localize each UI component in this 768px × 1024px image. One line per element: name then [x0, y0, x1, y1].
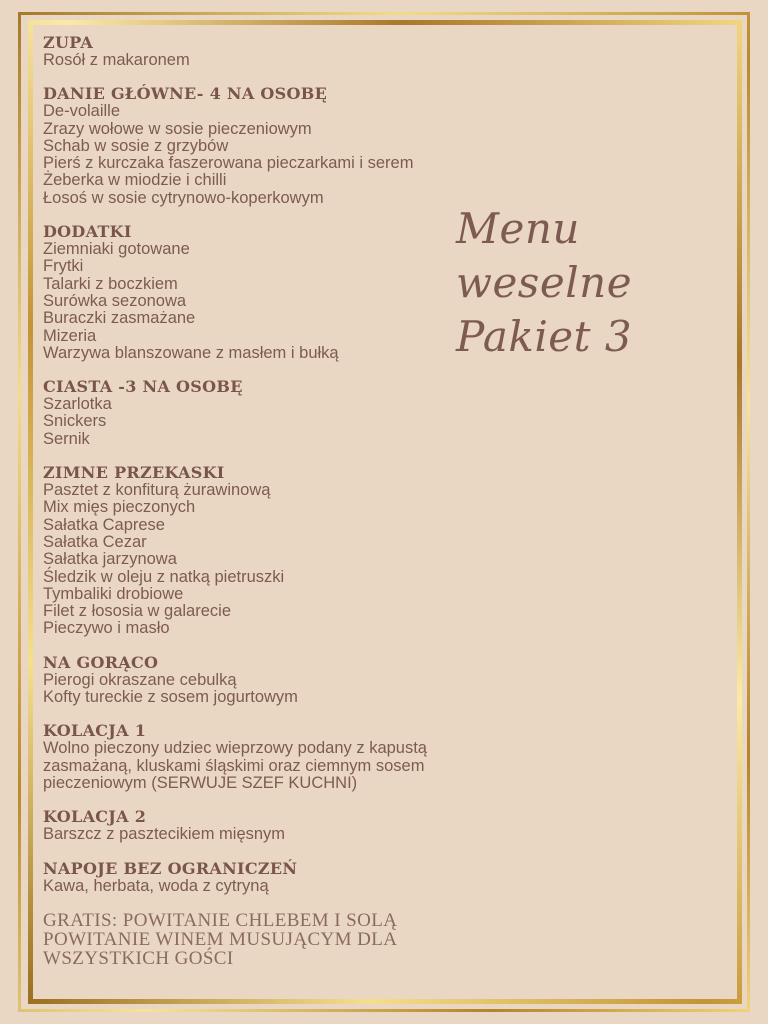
section-zimne-przekaski — [43, 464, 503, 638]
menu-item: Schab w sosie z grzybów — [43, 136, 229, 155]
section-heading: DANIE GŁÓWNE- 4 NA OSOBĘ — [43, 84, 328, 104]
menu-item: Sałatka Cezar — [43, 532, 147, 551]
menu-item: Żeberka w miodzie i chilli — [43, 171, 227, 190]
menu-item: Tymbaliki drobiowe — [43, 584, 184, 603]
menu-item: Śledzik w oleju z natką pietruszki — [43, 567, 285, 586]
section-zupa — [43, 34, 503, 69]
section-heading: KOLACJA 2 — [43, 807, 147, 827]
menu-item: Pierś z kurczaka faszerowana pieczarkami i serem — [43, 154, 414, 173]
menu-item: Łosoś w sosie cytrynowo-koperkowym — [43, 188, 324, 207]
menu-item: Snickers — [43, 412, 107, 431]
menu-item: Zrazy wołowe w sosie pieczeniowym — [43, 119, 312, 138]
menu-item: Filet z łososia w galarecie — [43, 602, 231, 621]
menu-item: Kawa, herbata, woda z cytryną — [43, 876, 269, 895]
section-napoje — [43, 860, 503, 895]
menu-title-line-2: Pakiet 3 — [456, 312, 633, 361]
section-heading: CIASTA -3 NA OSOBĘ — [43, 377, 243, 397]
menu-item: Wolno pieczony udziec wieprzowy podany z kapustą — [43, 739, 427, 758]
menu-item: Surówka sezonowa — [43, 291, 187, 310]
section-heading: NAPOJE BEZ OGRANICZEŃ — [43, 858, 298, 878]
menu-item: Kofty tureckie z sosem jogurtowym — [43, 688, 298, 707]
menu-item: Szarlotka — [43, 395, 112, 414]
gratis-line: WSZYSTKICH GOŚCI — [43, 947, 234, 969]
section-heading: DODATKI — [43, 222, 132, 242]
section-heading: ZIMNE PRZEKASKI — [43, 463, 225, 483]
section-ciasta — [43, 378, 503, 448]
section-kolacja-2 — [43, 808, 503, 843]
gratis-note — [43, 911, 503, 968]
menu-item: Pieczywo i masło — [43, 619, 170, 638]
menu-item: zasmażaną, kluskami śląskimi oraz ciemnym sosem — [43, 756, 425, 775]
menu-item: Frytki — [43, 257, 84, 276]
menu-item: Warzywa blanszowane z masłem i bułką — [43, 343, 339, 362]
menu-item: Ziemniaki gotowane — [43, 240, 190, 259]
menu-title-line-1: Menu weselne — [456, 204, 633, 307]
section-heading: NA GORĄCO — [43, 652, 159, 672]
menu-item: Pasztet z konfiturą żurawinową — [43, 481, 271, 500]
menu-content — [43, 34, 503, 968]
menu-item: Mix mięs pieczonych — [43, 498, 196, 517]
menu-item: Barszcz z pasztecikiem mięsnym — [43, 825, 286, 844]
section-kolacja-1 — [43, 722, 503, 792]
menu-item: De-volaille — [43, 102, 121, 121]
gratis-line: POWITANIE WINEM MUSUJĄCYM DLA — [43, 928, 398, 950]
menu-item: Sałatka jarzynowa — [43, 550, 177, 569]
menu-item: Sałatka Caprese — [43, 515, 165, 534]
menu-item: Sernik — [43, 429, 90, 448]
menu-item: pieczeniowym (SERWUJE SZEF KUCHNI) — [43, 773, 358, 792]
menu-item: Buraczki zasmażane — [43, 309, 196, 328]
section-danie-glowne — [43, 85, 503, 207]
section-na-goraco — [43, 654, 503, 707]
menu-item: Talarki z boczkiem — [43, 274, 178, 293]
section-dodatki — [43, 223, 503, 362]
menu-item: Mizeria — [43, 326, 97, 345]
menu-item: Rosół z makaronem — [43, 51, 190, 69]
section-heading: KOLACJA 1 — [43, 721, 147, 741]
menu-item: Pierogi okraszane cebulką — [43, 670, 237, 689]
gratis-line: GRATIS: POWITANIE CHLEBEM I SOLĄ — [43, 909, 398, 931]
section-heading: ZUPA — [43, 33, 94, 52]
